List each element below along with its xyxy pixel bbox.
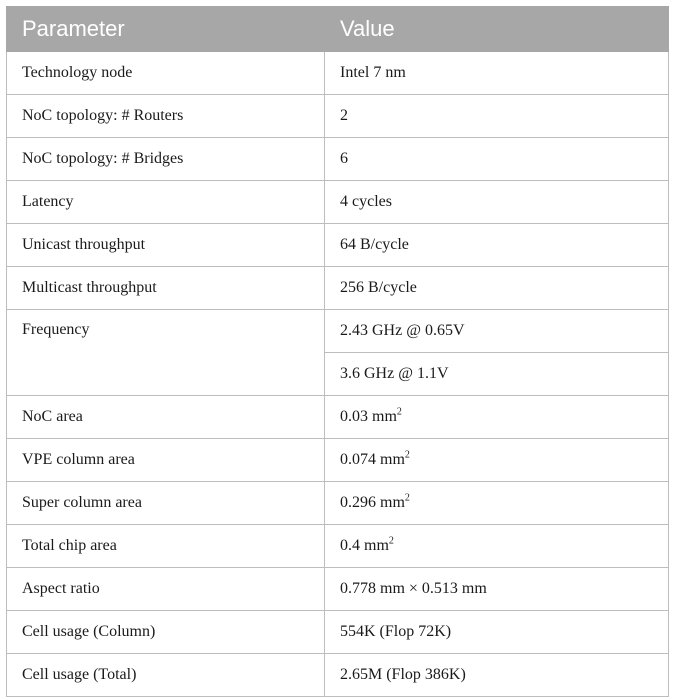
param-cell: Total chip area	[7, 525, 325, 568]
table-row	[7, 181, 669, 224]
parameter-table-container	[6, 6, 668, 697]
value-cell	[325, 439, 669, 482]
table-row	[7, 267, 669, 310]
table-row	[7, 439, 669, 482]
table-row	[7, 482, 669, 525]
table-row	[7, 396, 669, 439]
header-row	[7, 7, 669, 52]
value-text: 0.4 mm	[340, 537, 389, 554]
parameter-table	[6, 6, 669, 697]
param-cell: NoC area	[7, 396, 325, 439]
table-row	[7, 138, 669, 181]
value-cell: 64 B/cycle	[325, 224, 669, 267]
param-cell: NoC topology: # Routers	[7, 95, 325, 138]
table-row	[7, 525, 669, 568]
header-parameter: Parameter	[7, 7, 325, 52]
table-row	[7, 654, 669, 697]
table-row	[7, 224, 669, 267]
value-cell: 2.43 GHz @ 0.65V	[325, 310, 669, 353]
table-row	[7, 52, 669, 95]
value-cell: 2.65M (Flop 386K)	[325, 654, 669, 697]
superscript: 2	[404, 492, 410, 504]
value-cell: 256 B/cycle	[325, 267, 669, 310]
param-cell: Latency	[7, 181, 325, 224]
value-cell: 554K (Flop 72K)	[325, 611, 669, 654]
param-cell: Cell usage (Total)	[7, 654, 325, 697]
value-text: 0.03 mm	[340, 408, 397, 425]
superscript: 2	[396, 406, 402, 418]
header-value: Value	[325, 7, 669, 52]
value-cell: 4 cycles	[325, 181, 669, 224]
param-cell: Aspect ratio	[7, 568, 325, 611]
param-cell: VPE column area	[7, 439, 325, 482]
param-cell: Unicast throughput	[7, 224, 325, 267]
value-cell	[325, 525, 669, 568]
param-cell: Cell usage (Column)	[7, 611, 325, 654]
table-row	[7, 95, 669, 138]
value-cell: 0.778 mm × 0.513 mm	[325, 568, 669, 611]
value-cell	[325, 482, 669, 525]
param-cell: Super column area	[7, 482, 325, 525]
superscript: 2	[388, 535, 394, 547]
table-row	[7, 611, 669, 654]
superscript: 2	[404, 449, 410, 461]
value-cell	[325, 396, 669, 439]
param-cell: Multicast throughput	[7, 267, 325, 310]
param-cell-frequency: Frequency	[7, 310, 325, 396]
value-cell: 2	[325, 95, 669, 138]
table-row	[7, 568, 669, 611]
table-row	[7, 310, 669, 353]
value-cell: Intel 7 nm	[325, 52, 669, 95]
value-cell: 3.6 GHz @ 1.1V	[325, 353, 669, 396]
param-cell: Technology node	[7, 52, 325, 95]
value-cell: 6	[325, 138, 669, 181]
param-cell: NoC topology: # Bridges	[7, 138, 325, 181]
value-text: 0.074 mm	[340, 451, 405, 468]
value-text: 0.296 mm	[340, 494, 405, 511]
